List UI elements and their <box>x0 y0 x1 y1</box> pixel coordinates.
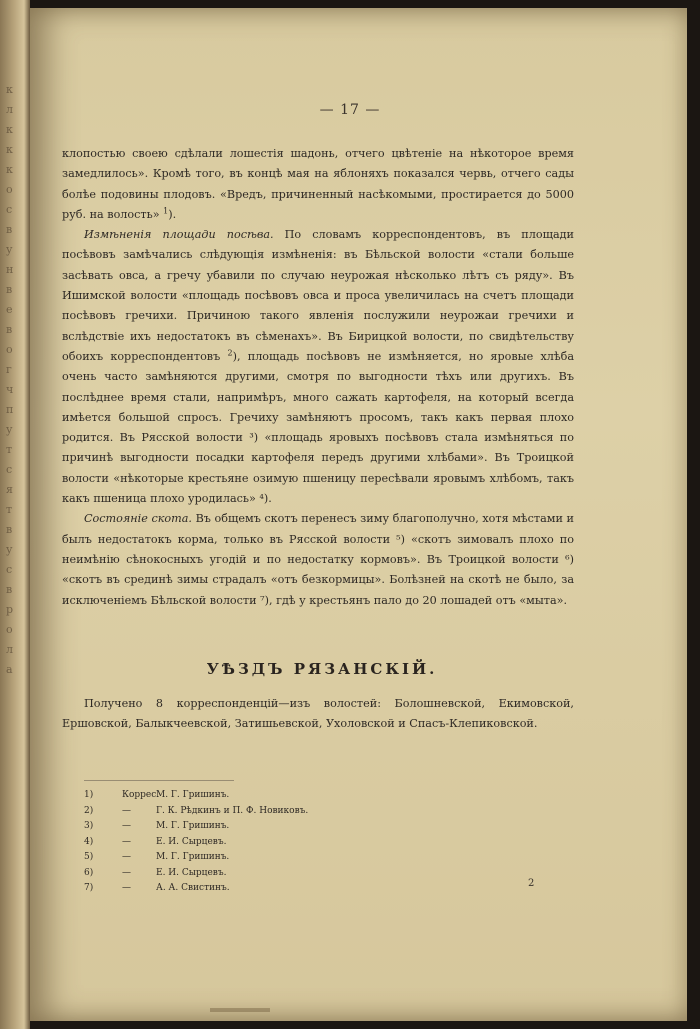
facing-page-letters: к л к к к о с в у н в е в о г ч п у т с я т в у с в р о л а <box>6 83 14 676</box>
footnote-number: 1) <box>84 790 94 800</box>
footnote-prefix: — <box>122 883 131 893</box>
footnote-item <box>84 850 384 866</box>
paragraph-end: , площадь посѣвовъ не измѣняется, но яровые хлѣба очень часто замѣняются другими, смотря по выгодности тѣхъ или другихъ. Въ послѣднее время стали, напримѣръ, много сажать картофеля, на который всегда имѣется большой спросъ. Гречиху замѣняютъ просомъ, такъ какъ первая плохо родится. Въ Рясской волости ³) «площадь яровыхъ посѣвовъ стала измѣняться по причинѣ выгодности посадки картофеля передъ другими хлѣбами». Въ Троицкой волости «нѣкоторые крестьяне озимую пшеницу пересѣвали яровымъ хлѣбомъ, такъ какъ пшеница плохо уродилась» ⁴). <box>62 349 575 506</box>
facing-page-edge <box>0 0 30 1029</box>
footnote-name: М. Г. Гришинъ. <box>156 852 230 862</box>
footnote-ref: 2 <box>227 348 233 358</box>
footnote-name: А. А. Свистинъ. <box>156 883 230 893</box>
footnote-prefix: — <box>122 836 131 847</box>
footnote-number: 4) <box>84 836 94 847</box>
footnote-prefix: — <box>122 821 131 831</box>
paragraph-text: По словамъ корреспондентовъ, въ площади посѣвовъ замѣчались слѣдующія измѣненія: въ Бѣльской волости «стали больше засѣвать овса, а гречу убавили по случаю неурожая нѣсколько лѣтъ съ ряду». Въ Ишимской волости «площадь посѣвовъ овса и проса увеличилась на счетъ площади посѣвовъ гречихи. Причиною такого явленія послужили неурожаи гречихи и вслѣдствіе ихъ недостатокъ въ сѣменахъ». Въ Бирицкой волости, по свидѣтельству обоихъ корреспондентовъ <box>62 228 574 363</box>
paragraph-livestock <box>62 509 574 610</box>
footnote-name: М. Г. Гришинъ. <box>156 790 230 800</box>
footnote-item <box>84 819 384 835</box>
section-heading: УѢЗДЪ РЯЗАНСКІЙ. <box>206 660 438 678</box>
footnote-prefix: — <box>122 867 131 878</box>
footnotes <box>84 788 384 897</box>
footnote-number: 7) <box>84 883 94 893</box>
footnote-divider <box>84 780 234 781</box>
signature-mark: 2 <box>528 878 535 889</box>
footnote-item <box>84 804 384 820</box>
intro-paragraph: Получено 8 корреспонденцій—изъ волостей: Болошневской, Екимовской, Ершовской, Балыкчеевской, Затишьевской, Ухоловской и Спасъ-Клепиковской. <box>62 697 574 730</box>
footnote-number: 2) <box>84 805 94 816</box>
footnote-name: Е. И. Сырцевъ. <box>156 836 227 847</box>
footnote-item <box>84 835 384 851</box>
footnote-prefix: Коррес. <box>122 790 160 800</box>
footnote-item <box>84 866 384 882</box>
paragraph-sowing-area: Измѣненія площади посѣва. По словамъ корреспондентовъ, въ площади посѣвовъ замѣчались слѣдующія измѣненія: въ Бѣльской волости «стали больше засѣвать овса, а гречу убавили по случаю неурожая нѣсколько лѣтъ съ ряду». Въ Ишимской волости «площадь посѣвовъ овса и проса увеличилась на счетъ площади посѣвовъ гречихи. Причиною такого явленія послужили неурожаи гречихи и вслѣдствіе ихъ недостатокъ въ сѣменахъ». Въ Бирицкой волости, по свидѣтельству обоихъ корреспондентовъ $^2$), площадь посѣвовъ не измѣняется, но яровые хлѣба очень часто замѣняются другими, смотря по выгодности тѣхъ или другихъ. Въ послѣднее время стали, напримѣръ, много сажать картофеля, на который всегда имѣется большой спросъ. Гречиху замѣняютъ просомъ, такъ какъ первая плохо родится. Въ Рясской волости ³) «площадь яровыхъ посѣвовъ стала измѣняться по причинѣ выгодности посадки картофеля передъ другими хлѣбами». Въ Троицкой волости «нѣкоторые крестьяне озимую пшеницу пересѣвали яровымъ хлѣбомъ, такъ какъ пшеница плохо уродилась» ⁴). <box>62 228 575 506</box>
footnote-item <box>84 788 384 804</box>
footnote-number: 3) <box>84 821 94 831</box>
paragraph-heading: Состояніе скота. <box>84 512 192 526</box>
footnote-number: 6) <box>84 867 94 878</box>
paragraph-pests: клопостью своею сдѣлали лошестія шадонь, отчего цвѣтеніе на нѣкоторое время замедлилось». Кромѣ того, въ концѣ мая на яблоняхъ показался червь, отчего сады болѣе подовины плодовъ. «Вредъ, причиненный насѣкомыми, простирается до 5000 руб. на волость» $^1$). <box>62 147 574 221</box>
footnote-name: М. Г. Гришинъ. <box>156 821 230 831</box>
footnote-prefix: — <box>122 852 131 862</box>
paragraph-end: . <box>172 207 177 221</box>
footnote-name: Е. И. Сырцевъ. <box>156 867 227 878</box>
body-text <box>62 144 574 611</box>
footnote-number: 5) <box>84 852 94 862</box>
footnote-ref: 1 <box>163 206 169 216</box>
section-intro <box>62 694 574 734</box>
book-page <box>30 8 687 1021</box>
footnote-prefix: — <box>122 805 131 816</box>
page-number: — 17 — <box>319 102 381 118</box>
paper-smudge <box>210 1008 270 1012</box>
paragraph-heading: Измѣненія площади посѣва. <box>84 228 274 242</box>
footnote-item <box>84 881 384 897</box>
paragraph-text: Въ общемъ скотъ перенесъ зиму благополучно, хотя мѣстами и былъ недостатокъ корма, только въ Рясской волости ⁵) «скотъ зимовалъ плохо по неимѣнію сѣнокосныхъ угодій и по недостатку кормовъ». Въ Троицкой волости ⁶) «скотъ въ срединѣ зимы страдалъ «отъ безкормицы». Болѣзней на скотѣ не было, за исключеніемъ Бѣльской волости ⁷), гдѣ у крестьянъ пало до 20 лошадей отъ «мыта». <box>62 512 574 607</box>
footnote-name: Г. К. Рѣдкинъ и П. Ф. Новиковъ. <box>156 805 309 816</box>
paragraph-text: клопостью своею сдѣлали лошестія шадонь, отчего цвѣтеніе на нѣкоторое время замедлилось». Кромѣ того, въ концѣ мая на яблоняхъ показался червь, отчего сады болѣе подовины плодовъ. «Вредъ, причиненный насѣкомыми, простирается до 5000 руб. на волость» <box>62 147 574 221</box>
